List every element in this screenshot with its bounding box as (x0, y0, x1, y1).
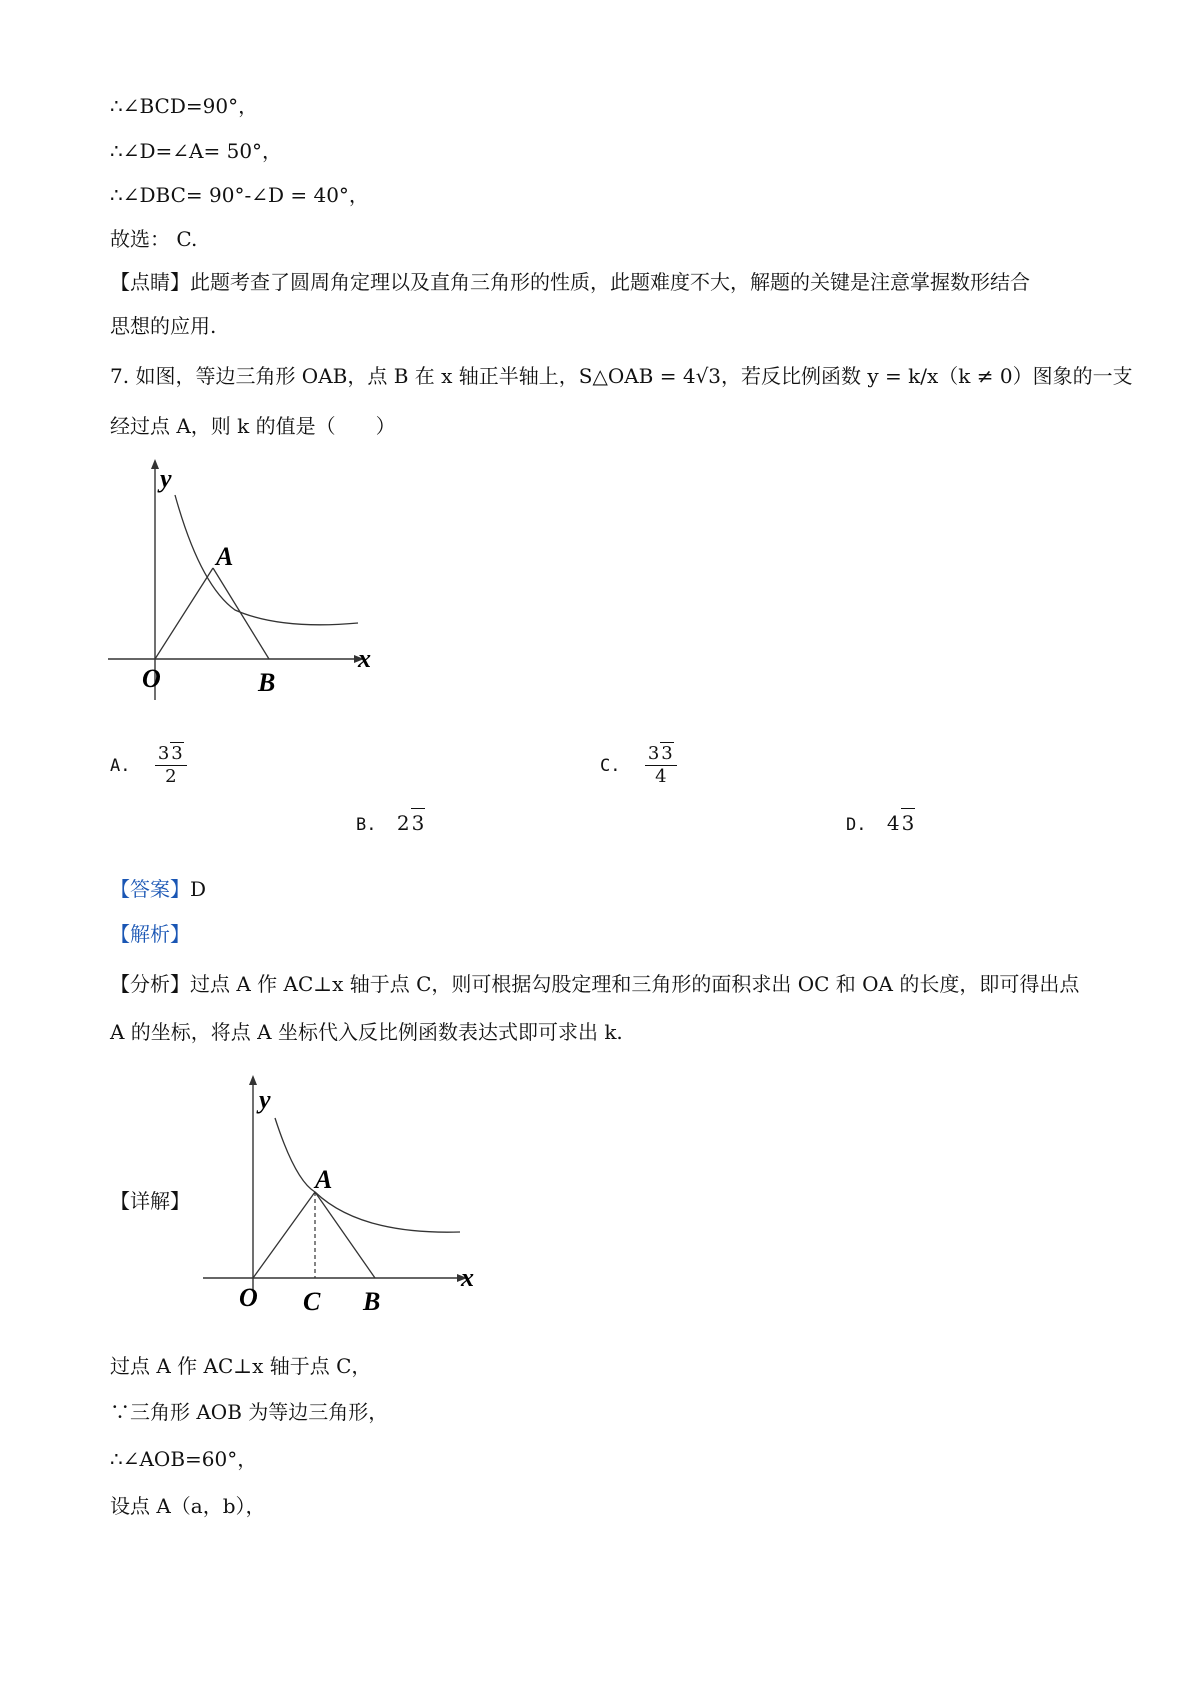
detail-line-2: ∵三角形 AOB 为等边三角形， (110, 1400, 389, 1424)
q7-stem-line-1 (110, 362, 1133, 390)
choice-B-value: 2 3 (397, 811, 425, 835)
prev-select: 故选： C. (110, 227, 198, 251)
prev-step-2: ∴∠D=∠A= 50°， (110, 139, 283, 163)
comment-tag: 【点睛】 (110, 270, 190, 294)
segment-OA (253, 1192, 315, 1278)
detail-line-1: 过点 A 作 AC⊥x 轴于点 C， (110, 1354, 372, 1378)
choice-D[interactable] (846, 808, 915, 839)
label-x: x (461, 1263, 474, 1292)
choice-B[interactable] (356, 808, 425, 839)
choice-D-label: D. (846, 815, 867, 835)
label-x: x (358, 644, 371, 673)
fenxi-tag: 【分析】 (110, 972, 190, 996)
hyperbola-curve (275, 1118, 460, 1232)
label-O: O (239, 1283, 258, 1312)
label-B: B (258, 668, 276, 697)
answer-tag: 【答案】 (110, 877, 190, 901)
comment-text-1: 此题考查了圆周角定理以及直角三角形的性质，此题难度不大，解题的关键是注意掌握数形结合 (190, 270, 1030, 294)
y-axis-arrow (249, 1075, 257, 1085)
detail-line-3: ∴∠AOB=60°， (110, 1447, 258, 1471)
label-y: y (259, 1085, 271, 1114)
label-A: A (315, 1165, 333, 1194)
segment-OA (155, 568, 213, 659)
q7-stem-a: 7. 如图，等边三角形 OAB，点 B 在 x 轴正半轴上， (110, 364, 579, 388)
choice-C-fraction: $\frac{3 3}{4}$ (645, 742, 677, 788)
label-C: C (303, 1287, 321, 1316)
answer-line (110, 875, 206, 903)
q7-figure (100, 455, 400, 705)
fenxi-line-2: A 的坐标，将点 A 坐标代入反比例函数表达式即可求出 k. (110, 1020, 623, 1044)
choice-B-label: B. (356, 815, 377, 835)
q7-area-expr: S△OAB = 4√3 (578, 364, 722, 388)
label-O: O (142, 664, 161, 693)
segment-AB (213, 568, 269, 659)
prev-step-3: ∴∠DBC= 90°-∠D = 40°， (110, 183, 369, 207)
choice-D-value: 4 3 (887, 811, 915, 835)
detail-tag: 【详解】 (110, 1189, 190, 1213)
choice-A-fraction: $\frac{3 3}{2}$ (155, 742, 187, 788)
q7-stem-line-2: 经过点 A，则 k 的值是（ ） (110, 414, 396, 438)
prev-comment (110, 268, 1030, 296)
q7-stem-b: ，若反比例函数 y = k/x（k ≠ 0）图象的一支 (721, 364, 1133, 388)
choice-A[interactable] (110, 742, 191, 788)
y-axis-arrow (151, 459, 159, 469)
analysis-tag: 【解析】 (110, 922, 190, 946)
detail-figure (195, 1070, 495, 1330)
segment-AB (315, 1192, 375, 1278)
prev-comment-2: 思想的应用. (110, 314, 217, 338)
label-y: y (160, 464, 172, 493)
label-A: A (216, 542, 234, 571)
label-B: B (363, 1287, 381, 1316)
fenxi-line-1 (110, 970, 1079, 998)
hyperbola-curve (175, 495, 358, 625)
detail-line-4: 设点 A（a，b）， (110, 1494, 266, 1518)
fenxi-text-1: 过点 A 作 AC⊥x 轴于点 C，则可根据勾股定理和三角形的面积求出 OC 和 OA 的长度，即可得出点 (190, 972, 1080, 996)
choice-C-label: C. (600, 755, 621, 776)
prev-step-1: ∴∠BCD=90°， (110, 94, 259, 118)
choice-C[interactable] (600, 742, 681, 788)
answer-value: D (190, 877, 207, 901)
choice-A-label: A. (110, 755, 131, 776)
